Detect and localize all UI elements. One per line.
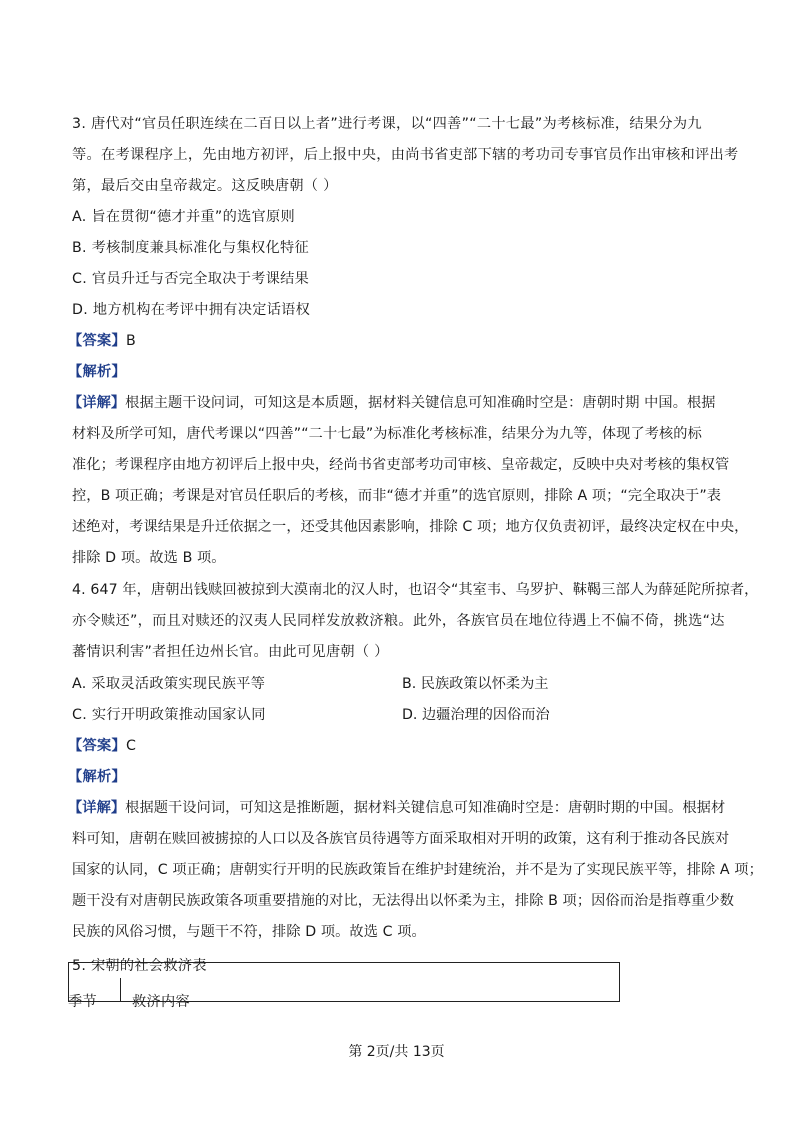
q3-option-d: D. 地方机构在考评中拥有决定话语权 [72, 302, 311, 318]
q4-analysis-heading [68, 767, 126, 787]
q4-answer [68, 736, 136, 756]
q3-detail-line-4: 控，B 项正确；考课是对官员任职后的考核，而非“德才并重”的选官原则，排除 A 项；“完全取决于”表 [72, 488, 722, 504]
q4-answer-value: C [125, 738, 137, 754]
relief-table-header-content: 救济内容 [132, 994, 190, 1010]
q4-stem-line-2: 亦令赎还”，而且对赎还的汉夷人民同样发放救济粮。此外，各族官员在地位待遇上不偏不倚，挑选“达 [72, 613, 725, 629]
q3-detail-line-5: 述绝对，考课结果是升迁依据之一，还受其他因素影响，排除 C 项；地方仅负责初评，最终决定权在中央， [72, 519, 749, 535]
q4-detail-line-5: 民族的风俗习惯，与题干不符，排除 D 项。故选 C 项。 [72, 924, 426, 940]
q4-option-c: C. 实行开明政策推动国家认同 [72, 707, 266, 723]
answer-tag: 【答案】 [68, 333, 126, 349]
q3-detail-text-1: 根据主题干设问词，可知这是本质题，据材料关键信息可知准确时空是：唐朝时期 中国。根据 [125, 395, 716, 411]
q4-detail-line-1 [68, 798, 725, 818]
page-number: 第 2页/共 13页 [348, 1044, 445, 1060]
q3-stem-line-3: 第，最后交由皇帝裁定。这反映唐朝（ ） [72, 178, 338, 194]
q4-option-b: B. 民族政策以怀柔为主 [402, 676, 549, 692]
analysis-tag: 【解析】 [68, 769, 126, 785]
q4-detail-line-3: 国家的认同，C 项正确；唐朝实行开明的民族政策旨在维护封建统治，并不是为了实现民族平等，排除 A 项； [72, 862, 763, 878]
answer-tag: 【答案】 [68, 738, 126, 754]
q3-option-c: C. 官员升迁与否完全取决于考课结果 [72, 271, 310, 287]
q4-detail-line-4: 题干没有对唐朝民族政策各项重要措施的对比，无法得出以怀柔为主，排除 B 项；因俗而治是指尊重少数 [72, 893, 734, 909]
q3-option-a: A. 旨在贯彻“德才并重”的选官原则 [72, 209, 296, 225]
q3-detail-line-6: 排除 D 项。故选 B 项。 [72, 550, 226, 566]
q4-option-d: D. 边疆治理的因俗而治 [402, 707, 550, 723]
q4-option-a: A. 采取灵活政策实现民族平等 [72, 676, 266, 692]
q3-detail-line-2: 材料及所学可知，唐代考课以“四善”“二十七最”为标准化考核标准，结果分为九等，体现了考核的标 [72, 426, 702, 442]
relief-table-header-season: 季节 [68, 994, 97, 1010]
q3-stem-line-1: 3. 唐代对“官员任职连续在二百日以上者”进行考课，以“四善”“二十七最”为考核标准，结果分为九 [72, 116, 702, 132]
q4-detail-text-1: 根据题干设问词，可知这是推断题，据材料关键信息可知准确时空是：唐朝时期的中国。根据材 [125, 800, 726, 816]
q3-option-b: B. 考核制度兼具标准化与集权化特征 [72, 240, 309, 256]
q4-detail-line-2: 料可知，唐朝在赎回被掳掠的人口以及各族官员待遇等方面采取相对开明的政策，这有利于推动各民族对 [72, 831, 730, 847]
q3-answer [68, 331, 136, 351]
q3-detail-line-3: 准化；考课程序由地方初评后上报中央，经尚书省吏部考功司审核、皇帝裁定，反映中央对考核的集权管 [72, 457, 730, 473]
analysis-tag: 【解析】 [68, 364, 126, 380]
detail-tag: 【详解】 [68, 395, 126, 411]
q3-detail-line-1 [68, 393, 716, 413]
q4-stem-line-1: 4. 647 年，唐朝出钱赎回被掠到大漠南北的汉人时，也诏令“其室韦、乌罗护、靺鞨三部人为薛延陀所掠者， [72, 582, 759, 598]
q3-answer-value: B [125, 333, 136, 349]
q3-analysis-heading [68, 362, 126, 382]
detail-tag: 【详解】 [68, 800, 126, 816]
relief-table-column-divider [120, 978, 121, 1002]
q3-stem-line-2: 等。在考课程序上，先由地方初评，后上报中央，由尚书省吏部下辖的考功司专事官员作出审核和评出考 [72, 147, 739, 163]
q4-stem-line-3: 蕃情识利害”者担任边州长官。由此可见唐朝（ ） [72, 644, 389, 660]
q5-title: 5. 宋朝的社会救济表 [72, 958, 207, 974]
